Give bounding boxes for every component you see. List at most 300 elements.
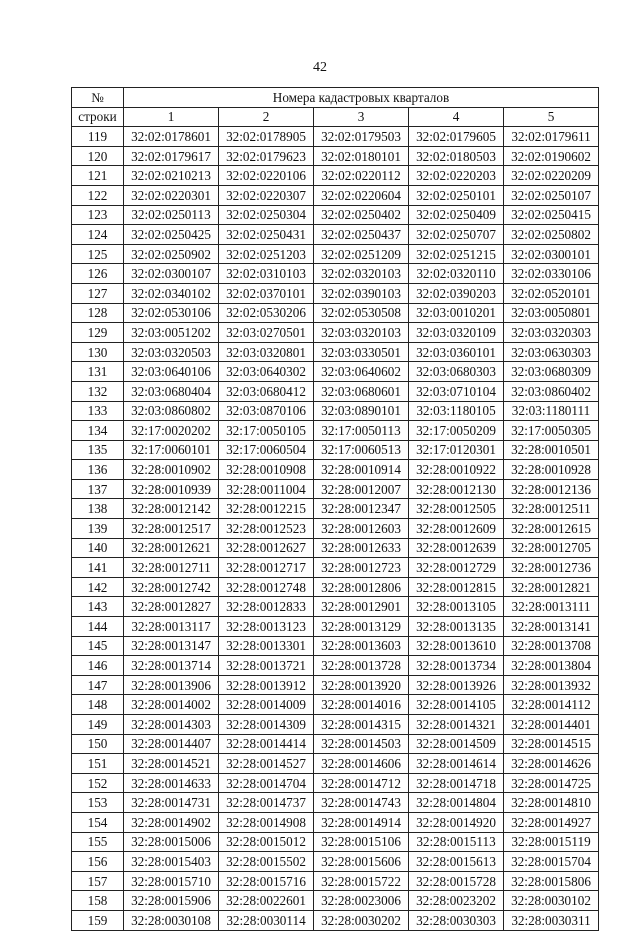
cadastral-number-cell: 32:28:0014105 xyxy=(409,695,504,715)
cadastral-number-cell: 32:28:0014407 xyxy=(124,734,219,754)
cadastral-number-cell: 32:28:0015113 xyxy=(409,832,504,852)
cadastral-number-cell: 32:28:0030102 xyxy=(504,891,599,911)
cadastral-number-cell: 32:28:0011004 xyxy=(219,479,314,499)
row-number-cell: 152 xyxy=(72,773,124,793)
cadastral-number-cell: 32:17:0050105 xyxy=(219,421,314,441)
cadastral-number-cell: 32:28:0014614 xyxy=(409,754,504,774)
cadastral-number-cell: 32:28:0013135 xyxy=(409,617,504,637)
cadastral-number-cell: 32:02:0250707 xyxy=(409,225,504,245)
cadastral-number-cell: 32:17:0050209 xyxy=(409,421,504,441)
cadastral-number-cell: 32:28:0023006 xyxy=(314,891,409,911)
cadastral-number-cell: 32:17:0060504 xyxy=(219,440,314,460)
table-body xyxy=(72,127,599,930)
cadastral-number-cell: 32:03:0320109 xyxy=(409,323,504,343)
column-header-3: 3 xyxy=(314,107,409,127)
row-number-cell: 124 xyxy=(72,225,124,245)
cadastral-number-cell: 32:28:0010922 xyxy=(409,460,504,480)
cadastral-number-cell: 32:28:0013123 xyxy=(219,617,314,637)
cadastral-number-cell: 32:28:0012007 xyxy=(314,479,409,499)
column-header-5: 5 xyxy=(504,107,599,127)
row-number-header-top: № xyxy=(72,88,124,108)
table-row xyxy=(72,283,599,303)
cadastral-number-cell: 32:28:0014515 xyxy=(504,734,599,754)
table-row xyxy=(72,519,599,539)
cadastral-number-cell: 32:03:1180105 xyxy=(409,401,504,421)
cadastral-number-cell: 32:28:0014112 xyxy=(504,695,599,715)
cadastral-number-cell: 32:28:0015722 xyxy=(314,871,409,891)
table-row xyxy=(72,538,599,558)
table-row xyxy=(72,675,599,695)
table-row xyxy=(72,812,599,832)
cadastral-number-cell: 32:28:0015119 xyxy=(504,832,599,852)
row-number-cell: 154 xyxy=(72,812,124,832)
cadastral-number-cell: 32:28:0014908 xyxy=(219,812,314,832)
cadastral-number-cell: 32:28:0015704 xyxy=(504,852,599,872)
row-number-cell: 120 xyxy=(72,146,124,166)
table-row xyxy=(72,617,599,637)
table-row xyxy=(72,127,599,147)
cadastral-number-cell: 32:28:0015006 xyxy=(124,832,219,852)
table-row xyxy=(72,479,599,499)
cadastral-number-cell: 32:03:0870106 xyxy=(219,401,314,421)
cadastral-number-cell: 32:28:0014743 xyxy=(314,793,409,813)
row-number-cell: 135 xyxy=(72,440,124,460)
cadastral-number-cell: 32:02:0179503 xyxy=(314,127,409,147)
cadastral-number-cell: 32:02:0179623 xyxy=(219,146,314,166)
table-row xyxy=(72,891,599,911)
cadastral-number-cell: 32:28:0014521 xyxy=(124,754,219,774)
cadastral-number-cell: 32:02:0320103 xyxy=(314,264,409,284)
cadastral-number-cell: 32:28:0013926 xyxy=(409,675,504,695)
cadastral-number-cell: 32:02:0251215 xyxy=(409,244,504,264)
cadastral-number-cell: 32:02:0179605 xyxy=(409,127,504,147)
cadastral-number-cell: 32:28:0022601 xyxy=(219,891,314,911)
cadastral-number-cell: 32:28:0010914 xyxy=(314,460,409,480)
row-number-cell: 145 xyxy=(72,636,124,656)
table-row xyxy=(72,185,599,205)
table-row xyxy=(72,695,599,715)
cadastral-number-cell: 32:28:0015613 xyxy=(409,852,504,872)
row-number-cell: 153 xyxy=(72,793,124,813)
table-row xyxy=(72,832,599,852)
cadastral-number-cell: 32:28:0012603 xyxy=(314,519,409,539)
cadastral-number-cell: 32:02:0310103 xyxy=(219,264,314,284)
cadastral-number-cell: 32:28:0014725 xyxy=(504,773,599,793)
cadastral-number-cell: 32:28:0012821 xyxy=(504,577,599,597)
cadastral-number-cell: 32:03:0860802 xyxy=(124,401,219,421)
cadastral-number-cell: 32:02:0250304 xyxy=(219,205,314,225)
cadastral-number-cell: 32:28:0013708 xyxy=(504,636,599,656)
cadastral-number-cell: 32:02:0250101 xyxy=(409,185,504,205)
cadastral-number-cell: 32:02:0220307 xyxy=(219,185,314,205)
page-number: 42 xyxy=(313,60,327,75)
cadastral-number-cell: 32:17:0060513 xyxy=(314,440,409,460)
row-number-cell: 128 xyxy=(72,303,124,323)
cadastral-number-cell: 32:03:0050801 xyxy=(504,303,599,323)
cadastral-number-cell: 32:02:0340102 xyxy=(124,283,219,303)
row-number-cell: 158 xyxy=(72,891,124,911)
cadastral-number-cell: 32:02:0251203 xyxy=(219,244,314,264)
row-number-cell: 148 xyxy=(72,695,124,715)
column-header-1: 1 xyxy=(124,107,219,127)
row-number-cell: 156 xyxy=(72,852,124,872)
group-title-header: Номера кадастровых кварталов xyxy=(124,88,599,108)
cadastral-number-cell: 32:28:0015806 xyxy=(504,871,599,891)
table-row xyxy=(72,773,599,793)
cadastral-number-cell: 32:02:0179611 xyxy=(504,127,599,147)
cadastral-number-cell: 32:02:0250437 xyxy=(314,225,409,245)
cadastral-number-cell: 32:02:0390103 xyxy=(314,283,409,303)
cadastral-number-cell: 32:02:0220203 xyxy=(409,166,504,186)
cadastral-number-cell: 32:28:0030108 xyxy=(124,910,219,930)
table-row xyxy=(72,715,599,735)
row-number-cell: 144 xyxy=(72,617,124,637)
cadastral-number-cell: 32:28:0014503 xyxy=(314,734,409,754)
cadastral-number-cell: 32:02:0250107 xyxy=(504,185,599,205)
cadastral-number-cell: 32:28:0012505 xyxy=(409,499,504,519)
cadastral-number-cell: 32:28:0023202 xyxy=(409,891,504,911)
cadastral-number-cell: 32:28:0015502 xyxy=(219,852,314,872)
table-row xyxy=(72,754,599,774)
row-number-cell: 147 xyxy=(72,675,124,695)
row-number-cell: 130 xyxy=(72,342,124,362)
cadastral-number-cell: 32:28:0012705 xyxy=(504,538,599,558)
cadastral-number-cell: 32:28:0013920 xyxy=(314,675,409,695)
row-number-cell: 122 xyxy=(72,185,124,205)
cadastral-number-cell: 32:03:0710104 xyxy=(409,381,504,401)
cadastral-number-cell: 32:28:0014606 xyxy=(314,754,409,774)
cadastral-number-cell: 32:03:0680303 xyxy=(409,362,504,382)
cadastral-number-cell: 32:28:0014509 xyxy=(409,734,504,754)
cadastral-number-cell: 32:28:0013610 xyxy=(409,636,504,656)
cadastral-number-cell: 32:02:0300107 xyxy=(124,264,219,284)
table-row xyxy=(72,421,599,441)
cadastral-number-cell: 32:28:0012806 xyxy=(314,577,409,597)
cadastral-number-cell: 32:02:0220106 xyxy=(219,166,314,186)
cadastral-number-cell: 32:28:0012621 xyxy=(124,538,219,558)
cadastral-number-cell: 32:28:0013906 xyxy=(124,675,219,695)
cadastral-number-cell: 32:28:0012523 xyxy=(219,519,314,539)
row-number-cell: 150 xyxy=(72,734,124,754)
table-row xyxy=(72,146,599,166)
row-number-cell: 126 xyxy=(72,264,124,284)
cadastral-number-cell: 32:02:0250431 xyxy=(219,225,314,245)
row-number-cell: 133 xyxy=(72,401,124,421)
cadastral-number-cell: 32:17:0120301 xyxy=(409,440,504,460)
cadastral-number-cell: 32:28:0013728 xyxy=(314,656,409,676)
cadastral-number-cell: 32:28:0030114 xyxy=(219,910,314,930)
cadastral-number-cell: 32:28:0014414 xyxy=(219,734,314,754)
cadastral-number-cell: 32:28:0013117 xyxy=(124,617,219,637)
cadastral-number-cell: 32:28:0030303 xyxy=(409,910,504,930)
cadastral-number-cell: 32:02:0220112 xyxy=(314,166,409,186)
cadastral-number-cell: 32:28:0014731 xyxy=(124,793,219,813)
table-row xyxy=(72,793,599,813)
cadastral-number-cell: 32:28:0015106 xyxy=(314,832,409,852)
cadastral-number-cell: 32:28:0013111 xyxy=(504,597,599,617)
cadastral-number-cell: 32:02:0520101 xyxy=(504,283,599,303)
cadastral-number-cell: 32:28:0015710 xyxy=(124,871,219,891)
cadastral-number-cell: 32:03:0860402 xyxy=(504,381,599,401)
table-row xyxy=(72,401,599,421)
cadastral-number-cell: 32:28:0014009 xyxy=(219,695,314,715)
row-number-cell: 127 xyxy=(72,283,124,303)
row-number-cell: 131 xyxy=(72,362,124,382)
cadastral-number-cell: 32:03:0640106 xyxy=(124,362,219,382)
cadastral-number-cell: 32:02:0530106 xyxy=(124,303,219,323)
cadastral-number-cell: 32:17:0020202 xyxy=(124,421,219,441)
table-row xyxy=(72,225,599,245)
cadastral-number-cell: 32:28:0013301 xyxy=(219,636,314,656)
row-number-cell: 129 xyxy=(72,323,124,343)
cadastral-number-cell: 32:17:0050305 xyxy=(504,421,599,441)
cadastral-number-cell: 32:28:0015716 xyxy=(219,871,314,891)
table-row xyxy=(72,558,599,578)
cadastral-number-cell: 32:28:0012517 xyxy=(124,519,219,539)
cadastral-number-cell: 32:02:0190602 xyxy=(504,146,599,166)
header-row-top xyxy=(72,88,599,108)
table-header xyxy=(72,88,599,127)
cadastral-number-cell: 32:28:0014810 xyxy=(504,793,599,813)
cadastral-number-cell: 32:28:0012130 xyxy=(409,479,504,499)
cadastral-number-cell: 32:28:0013714 xyxy=(124,656,219,676)
cadastral-number-cell: 32:28:0012347 xyxy=(314,499,409,519)
cadastral-number-cell: 32:02:0250402 xyxy=(314,205,409,225)
cadastral-number-cell: 32:28:0014718 xyxy=(409,773,504,793)
cadastral-number-cell: 32:02:0180503 xyxy=(409,146,504,166)
table-row xyxy=(72,597,599,617)
row-number-cell: 137 xyxy=(72,479,124,499)
cadastral-number-cell: 32:02:0250409 xyxy=(409,205,504,225)
cadastral-number-cell: 32:02:0300101 xyxy=(504,244,599,264)
cadastral-number-cell: 32:17:0050113 xyxy=(314,421,409,441)
cadastral-number-cell: 32:28:0014920 xyxy=(409,812,504,832)
cadastral-number-cell: 32:28:0014401 xyxy=(504,715,599,735)
cadastral-number-cell: 32:28:0012627 xyxy=(219,538,314,558)
cadastral-number-cell: 32:03:0320503 xyxy=(124,342,219,362)
cadastral-number-cell: 32:02:0250902 xyxy=(124,244,219,264)
cadastral-number-cell: 32:28:0012142 xyxy=(124,499,219,519)
cadastral-number-cell: 32:02:0390203 xyxy=(409,283,504,303)
cadastral-number-cell: 32:28:0012615 xyxy=(504,519,599,539)
cadastral-number-cell: 32:02:0178601 xyxy=(124,127,219,147)
cadastral-number-cell: 32:02:0320110 xyxy=(409,264,504,284)
cadastral-number-cell: 32:03:0330501 xyxy=(314,342,409,362)
row-number-cell: 139 xyxy=(72,519,124,539)
cadastral-number-cell: 32:28:0014704 xyxy=(219,773,314,793)
cadastral-number-cell: 32:28:0030202 xyxy=(314,910,409,930)
cadastral-number-cell: 32:28:0012901 xyxy=(314,597,409,617)
cadastral-number-cell: 32:28:0012711 xyxy=(124,558,219,578)
table-row xyxy=(72,205,599,225)
table-row xyxy=(72,656,599,676)
column-header-2: 2 xyxy=(219,107,314,127)
cadastral-number-cell: 32:28:0013932 xyxy=(504,675,599,695)
cadastral-number-cell: 32:02:0220604 xyxy=(314,185,409,205)
row-number-cell: 141 xyxy=(72,558,124,578)
table-row xyxy=(72,460,599,480)
cadastral-number-cell: 32:28:0012717 xyxy=(219,558,314,578)
cadastral-number-cell: 32:28:0012136 xyxy=(504,479,599,499)
cadastral-number-cell: 32:03:0320303 xyxy=(504,323,599,343)
cadastral-number-cell: 32:28:0010501 xyxy=(504,440,599,460)
cadastral-number-cell: 32:28:0014927 xyxy=(504,812,599,832)
cadastral-number-cell: 32:28:0012215 xyxy=(219,499,314,519)
cadastral-number-cell: 32:28:0014737 xyxy=(219,793,314,813)
table-row xyxy=(72,871,599,891)
cadastral-number-cell: 32:03:0360101 xyxy=(409,342,504,362)
row-number-cell: 149 xyxy=(72,715,124,735)
cadastral-number-cell: 32:28:0015606 xyxy=(314,852,409,872)
cadastral-number-cell: 32:28:0013734 xyxy=(409,656,504,676)
cadastral-number-cell: 32:02:0179617 xyxy=(124,146,219,166)
cadastral-number-cell: 32:28:0013147 xyxy=(124,636,219,656)
cadastral-number-cell: 32:03:0640602 xyxy=(314,362,409,382)
table-row xyxy=(72,244,599,264)
cadastral-number-cell: 32:03:0010201 xyxy=(409,303,504,323)
cadastral-number-cell: 32:28:0013141 xyxy=(504,617,599,637)
cadastral-number-cell: 32:28:0014712 xyxy=(314,773,409,793)
cadastral-number-cell: 32:28:0013721 xyxy=(219,656,314,676)
cadastral-number-cell: 32:03:0630303 xyxy=(504,342,599,362)
cadastral-number-cell: 32:28:0012723 xyxy=(314,558,409,578)
row-number-cell: 121 xyxy=(72,166,124,186)
cadastral-number-cell: 32:03:0680412 xyxy=(219,381,314,401)
cadastral-number-cell: 32:28:0012633 xyxy=(314,538,409,558)
cadastral-number-cell: 32:02:0330106 xyxy=(504,264,599,284)
cadastral-number-cell: 32:02:0250415 xyxy=(504,205,599,225)
cadastral-number-cell: 32:28:0014633 xyxy=(124,773,219,793)
cadastral-number-cell: 32:28:0010928 xyxy=(504,460,599,480)
row-number-cell: 159 xyxy=(72,910,124,930)
cadastral-number-cell: 32:02:0250113 xyxy=(124,205,219,225)
table-row xyxy=(72,323,599,343)
cadastral-number-cell: 32:03:0680309 xyxy=(504,362,599,382)
table-row xyxy=(72,636,599,656)
cadastral-number-cell: 32:28:0012609 xyxy=(409,519,504,539)
cadastral-number-cell: 32:02:0530206 xyxy=(219,303,314,323)
cadastral-number-cell: 32:03:0320801 xyxy=(219,342,314,362)
cadastral-number-cell: 32:28:0014303 xyxy=(124,715,219,735)
cadastral-number-cell: 32:28:0012639 xyxy=(409,538,504,558)
row-number-cell: 134 xyxy=(72,421,124,441)
row-number-cell: 132 xyxy=(72,381,124,401)
cadastral-number-cell: 32:28:0012827 xyxy=(124,597,219,617)
table-row xyxy=(72,303,599,323)
table-row xyxy=(72,734,599,754)
row-number-cell: 155 xyxy=(72,832,124,852)
table-row xyxy=(72,440,599,460)
cadastral-number-cell: 32:28:0030311 xyxy=(504,910,599,930)
cadastral-number-cell: 32:28:0013105 xyxy=(409,597,504,617)
row-number-header-bottom: строки xyxy=(72,107,124,127)
cadastral-number-cell: 32:28:0010902 xyxy=(124,460,219,480)
cadastral-number-cell: 32:28:0012511 xyxy=(504,499,599,519)
row-number-cell: 125 xyxy=(72,244,124,264)
cadastral-number-cell: 32:03:0051202 xyxy=(124,323,219,343)
row-number-cell: 136 xyxy=(72,460,124,480)
cadastral-number-cell: 32:28:0010939 xyxy=(124,479,219,499)
cadastral-number-cell: 32:03:0680404 xyxy=(124,381,219,401)
row-number-cell: 157 xyxy=(72,871,124,891)
cadastral-number-cell: 32:03:0320103 xyxy=(314,323,409,343)
cadastral-number-cell: 32:03:0270501 xyxy=(219,323,314,343)
cadastral-number-cell: 32:28:0014309 xyxy=(219,715,314,735)
cadastral-number-cell: 32:17:0060101 xyxy=(124,440,219,460)
cadastral-number-cell: 32:28:0014626 xyxy=(504,754,599,774)
cadastral-number-cell: 32:03:0640302 xyxy=(219,362,314,382)
row-number-cell: 146 xyxy=(72,656,124,676)
cadastral-number-cell: 32:03:0680601 xyxy=(314,381,409,401)
cadastral-number-cell: 32:28:0015906 xyxy=(124,891,219,911)
cadastral-number-cell: 32:28:0012736 xyxy=(504,558,599,578)
row-number-cell: 142 xyxy=(72,577,124,597)
cadastral-number-cell: 32:28:0013804 xyxy=(504,656,599,676)
row-number-cell: 151 xyxy=(72,754,124,774)
table-row xyxy=(72,264,599,284)
cadastral-number-cell: 32:02:0251209 xyxy=(314,244,409,264)
row-number-cell: 123 xyxy=(72,205,124,225)
cadastral-number-cell: 32:03:0890101 xyxy=(314,401,409,421)
table-row xyxy=(72,852,599,872)
table-row xyxy=(72,577,599,597)
table-row xyxy=(72,499,599,519)
cadastral-number-cell: 32:28:0012833 xyxy=(219,597,314,617)
cadastral-number-cell: 32:02:0370101 xyxy=(219,283,314,303)
row-number-cell: 143 xyxy=(72,597,124,617)
cadastral-number-cell: 32:28:0015012 xyxy=(219,832,314,852)
cadastral-number-cell: 32:28:0014016 xyxy=(314,695,409,715)
table-row xyxy=(72,381,599,401)
cadastral-number-cell: 32:02:0220301 xyxy=(124,185,219,205)
cadastral-number-cell: 32:28:0013129 xyxy=(314,617,409,637)
cadastral-number-cell: 32:28:0015728 xyxy=(409,871,504,891)
table-row xyxy=(72,910,599,930)
cadastral-number-cell: 32:02:0250425 xyxy=(124,225,219,245)
cadastral-number-cell: 32:02:0220209 xyxy=(504,166,599,186)
cadastral-number-cell: 32:28:0013912 xyxy=(219,675,314,695)
cadastral-number-cell: 32:28:0014002 xyxy=(124,695,219,715)
row-number-cell: 119 xyxy=(72,127,124,147)
cadastral-number-cell: 32:28:0012729 xyxy=(409,558,504,578)
cadastral-number-cell: 32:28:0014804 xyxy=(409,793,504,813)
cadastral-number-cell: 32:28:0014315 xyxy=(314,715,409,735)
cadastral-number-cell: 32:28:0012815 xyxy=(409,577,504,597)
cadastral-number-cell: 32:02:0530508 xyxy=(314,303,409,323)
cadastral-number-cell: 32:02:0210213 xyxy=(124,166,219,186)
header-row-bottom xyxy=(72,107,599,127)
cadastral-number-cell: 32:28:0014527 xyxy=(219,754,314,774)
cadastral-number-cell: 32:02:0180101 xyxy=(314,146,409,166)
cadastral-number-cell: 32:28:0014914 xyxy=(314,812,409,832)
cadastral-number-cell: 32:02:0250802 xyxy=(504,225,599,245)
cadastral-number-cell: 32:28:0010908 xyxy=(219,460,314,480)
row-number-cell: 138 xyxy=(72,499,124,519)
table-row xyxy=(72,362,599,382)
cadastral-number-cell: 32:28:0015403 xyxy=(124,852,219,872)
column-header-4: 4 xyxy=(409,107,504,127)
cadastral-number-cell: 32:03:1180111 xyxy=(504,401,599,421)
cadastral-number-cell: 32:28:0014321 xyxy=(409,715,504,735)
table-row xyxy=(72,342,599,362)
row-number-cell: 140 xyxy=(72,538,124,558)
cadastral-quarters-table xyxy=(71,87,599,931)
cadastral-number-cell: 32:02:0178905 xyxy=(219,127,314,147)
cadastral-number-cell: 32:28:0013603 xyxy=(314,636,409,656)
cadastral-number-cell: 32:28:0014902 xyxy=(124,812,219,832)
cadastral-number-cell: 32:28:0012748 xyxy=(219,577,314,597)
cadastral-number-cell: 32:28:0012742 xyxy=(124,577,219,597)
